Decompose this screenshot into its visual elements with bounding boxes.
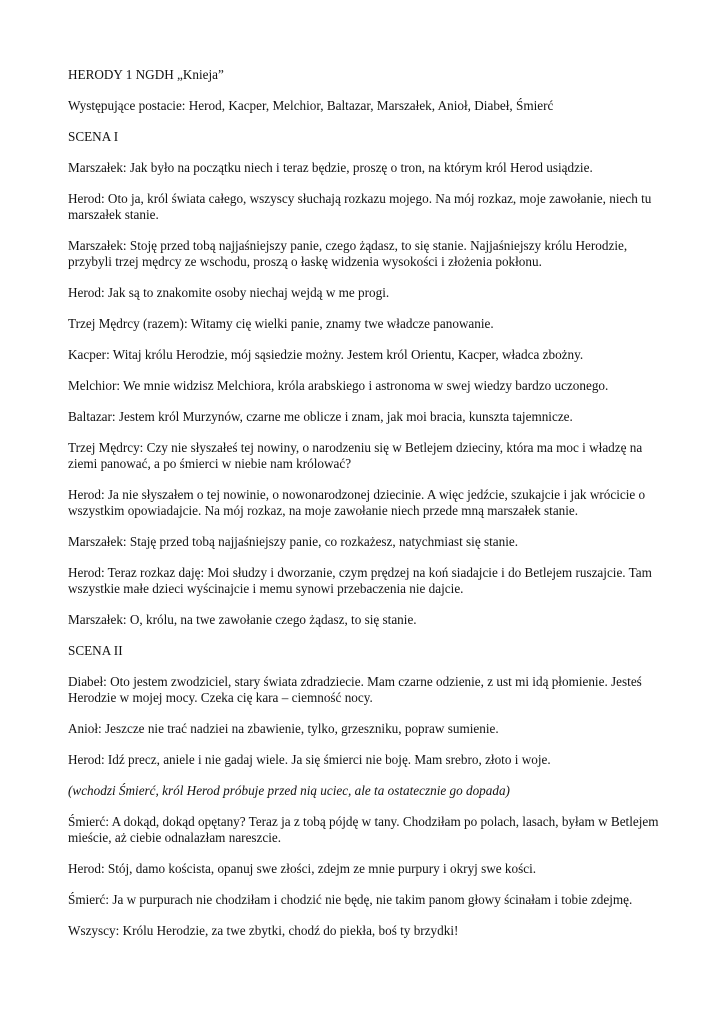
dialogue-line: Śmierć: A dokąd, dokąd opętany? Teraz ja z tobą pójdę w tany. Chodziłam po polach, lasach, byłam w Betlejem mieście, aż ciebie odnalazłam nareszcie.	[68, 814, 659, 845]
dialogue-line: Herod: Oto ja, król świata całego, wszyscy słuchają rozkazu mojego. Na mój rozkaz, moje zawołanie, niech tu marszałek stanie.	[68, 191, 652, 222]
document-title: HERODY 1 NGDH „Knieja”	[68, 67, 224, 82]
dialogue-line: Śmierć: Ja w purpurach nie chodziłam i chodzić nie będę, nie takim panom głowy ścinałam i tobie zdejmę.	[68, 892, 633, 907]
dialogue-line: Marszałek: Staję przed tobą najjaśniejszy panie, co rozkażesz, natychmiast się stanie.	[68, 534, 519, 549]
dialogue-line: Trzej Mędrcy (razem): Witamy cię wielki panie, znamy twe władcze panowanie.	[68, 316, 494, 331]
dialogue-line: Herod: Jak są to znakomite osoby niechaj wejdą w me progi.	[68, 285, 390, 300]
dialogue-line: Baltazar: Jestem król Murzynów, czarne me oblicze i znam, jak moi bracia, kunszta tajemnicze.	[68, 409, 573, 424]
dialogue-line: Herod: Teraz rozkaz daję: Moi słudzy i dworzanie, czym prędzej na koń siadajcie i do Betlejem ruszajcie. Tam wszystkie małe dzieci wyścinajcie i memu synowi przebaczenia nie dajcie.	[68, 565, 652, 596]
dialogue-line: Marszałek: O, królu, na twe zawołanie czego żądasz, to się stanie.	[68, 612, 417, 627]
cast-list: Występujące postacie: Herod, Kacper, Melchior, Baltazar, Marszałek, Anioł, Diabeł, Śmierć	[68, 98, 554, 113]
dialogue-line: Wszyscy: Królu Herodzie, za twe zbytki, chodź do piekła, boś ty brzydki!	[68, 923, 459, 938]
scene-heading: SCENA II	[68, 643, 123, 658]
dialogue-line: Marszałek: Jak było na początku niech i teraz będzie, proszę o tron, na którym król Herod usiądzie.	[68, 160, 593, 175]
dialogue-line: Herod: Idź precz, aniele i nie gadaj wiele. Ja się śmierci nie boję. Mam srebro, złoto i woje.	[68, 752, 551, 767]
dialogue-line: Anioł: Jeszcze nie trać nadziei na zbawienie, tylko, grzeszniku, popraw sumienie.	[68, 721, 499, 736]
dialogue-line: Diabeł: Oto jestem zwodziciel, stary świata zdradziecie. Mam czarne odzienie, z ust mi idą płomienie. Jesteś Herodzie w mojej mocy. Czeka cię kara – ciemność nocy.	[68, 674, 642, 705]
stage-direction: (wchodzi Śmierć, król Herod próbuje przed nią uciec, ale ta ostatecznie go dopada)	[68, 783, 510, 798]
dialogue-line: Herod: Stój, damo koścista, opanuj swe złości, zdejm ze mnie purpury i okryj swe kości.	[68, 861, 537, 876]
dialogue-line: Trzej Mędrcy: Czy nie słyszałeś tej nowiny, o narodzeniu się w Betlejem dzieciny, która ma moc i władzę na ziemi panować, a po śmierci w niebie nam królować?	[68, 440, 643, 471]
dialogue-line: Melchior: We mnie widzisz Melchiora, króla arabskiego i astronoma w swej wiedzy bardzo uczonego.	[68, 378, 609, 393]
dialogue-line: Herod: Ja nie słyszałem o tej nowinie, o nowonarodzonej dziecinie. A więc jedźcie, szukajcie i jak wrócicie o wszystkim opowiadajcie. Na mój rozkaz, na moje zawołanie niech przede mną marszałek stanie.	[68, 487, 646, 518]
script-body	[68, 129, 668, 939]
dialogue-line: Marszałek: Stoję przed tobą najjaśniejszy panie, czego żądasz, to się stanie. Najjaśniejszy królu Herodzie, przybyli trzej mędrcy ze wschodu, proszą o łaskę widzenia wysokości i złożenia pokłonu.	[68, 238, 628, 269]
dialogue-line: Kacper: Witaj królu Herodzie, mój sąsiedzie możny. Jestem król Orientu, Kacper, władca zbożny.	[68, 347, 584, 362]
scene-heading: SCENA I	[68, 129, 119, 144]
document-page	[68, 67, 668, 954]
